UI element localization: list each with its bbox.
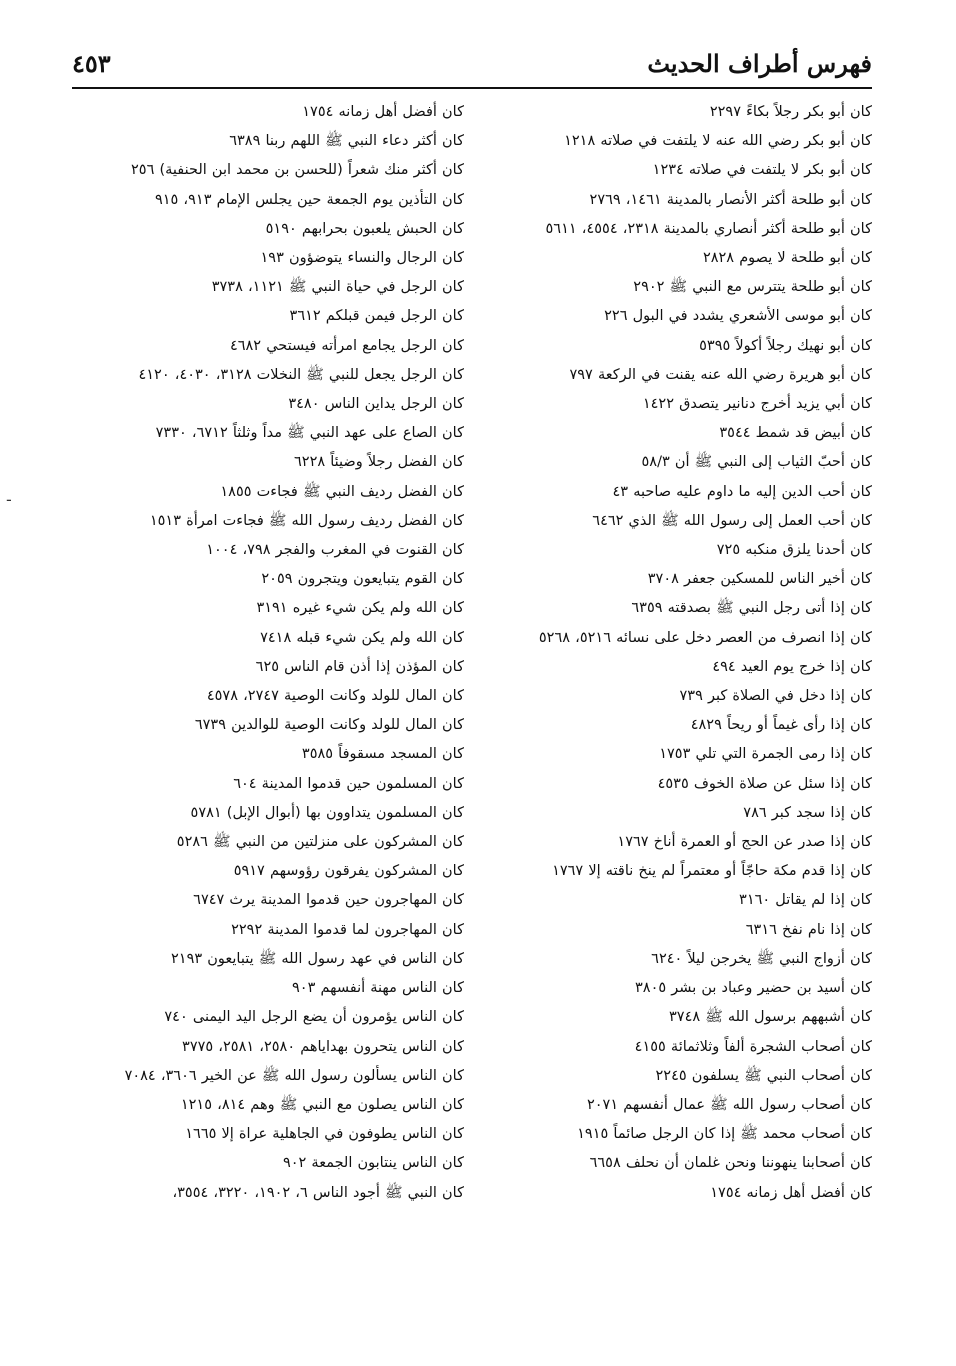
index-entry: كان القوم يتبايعون ويتجرون ٢٠٥٩ — [261, 571, 464, 588]
index-entry: كان أكثر منك شعراً (للحسن بن محمد ابن الحنفية) ٢٥٦ — [131, 162, 464, 179]
index-entry: كان الصاع على عهد النبي ﷺ مداً وثلثاً ٦٧١٢، ٧٣٣٠ — [155, 425, 464, 442]
index-entry: كان أبو هريرة رضي الله عنه يقنت في الركعة ٧٩٧ — [569, 366, 872, 383]
index-entry: كان الرجل يداين الناس ٣٤٨٠ — [288, 396, 464, 413]
index-entry: كان أبو طلحة أكثر الأنصار بالمدينة ١٤٦١، ٢٧٦٩ — [589, 191, 872, 208]
index-entry: كان أصحاب محمد ﷺ إذا كان الرجل صائماً ١٩١٥ — [577, 1126, 872, 1143]
index-entry: كان الله ولم يكن شيء قبله ٧٤١٨ — [260, 629, 464, 646]
index-entry: كان أبو بكر رضي الله عنه لا يلتفت في صلاته ١٢١٨ — [564, 133, 872, 150]
index-entry: كان المؤذن إذا أذن قام الناس ٦٢٥ — [255, 658, 464, 675]
index-entry: كان إذا دخل في الصلاة كبر ٧٣٩ — [679, 688, 872, 705]
index-entry: كان أكثر دعاء النبي ﷺ اللهم ربنا ٦٣٨٩ — [229, 133, 464, 150]
index-entry: كان إذا سئل عن صلاة الخوف ٤٥٣٥ — [657, 775, 872, 792]
running-title: فهرس أطراف الحديث — [647, 48, 872, 78]
index-entry: كان المسلمون يتداوون بها (أبوال الإبل) ٥٧٨١ — [190, 804, 464, 821]
index-entry: كان الفضل رديف رسول الله ﷺ فجاءت امرأة ١٥١٣ — [149, 512, 464, 529]
index-entry: كان إذا لم يقاتل ٣١٦٠ — [739, 892, 872, 909]
index-entry: كان الناس في عهد رسول الله ﷺ يتبايعون ٢١٩٣ — [171, 950, 464, 967]
index-entry: كان المال للولد وكانت الوصية للوالدين ٦٧٣٩ — [194, 717, 464, 734]
index-entry: كان إذا قدم مكة حاجّاً أو معتمراً لم ينخ ناقته إلا ١٧٦٧ — [552, 863, 872, 880]
index-entry: كان أصحاب الشجرة ألفاً وثلاثمائة ٤١٥٥ — [634, 1038, 872, 1055]
left-column — [72, 98, 464, 1328]
index-entry: كان إذا رمى الجمرة التي تلي ١٧٥٣ — [659, 746, 872, 763]
index-entry: كان إذا صدر عن الحج أو العمرة أناخ ١٧٦٧ — [617, 834, 872, 851]
index-entry: كان أحدنا يلزق منكبه ٧٢٥ — [716, 542, 872, 559]
index-entry: كان الرجل يجامع امرأته فيستحي ٤٦٨٢ — [229, 337, 464, 354]
index-entry: كان أخير الناس للمسكين جعفر ٣٧٠٨ — [647, 571, 872, 588]
index-entry: كان أبو بكر رجلاً بكاءً ٢٢٩٧ — [709, 104, 872, 120]
index-entry: كان أبيض قد شمط ٣٥٤٤ — [719, 425, 872, 442]
index-entry: كان الناس يؤمرون أن يضع الرجل اليد اليمنى ٧٤٠ — [164, 1009, 464, 1026]
right-column — [480, 98, 872, 1328]
index-columns — [72, 98, 872, 1328]
index-entry: كان المهاجرون حين قدموا المدينة يرث ٦٧٤٧ — [193, 892, 464, 909]
index-entry: كان أفضل أهل زمانه ١٧٥٤ — [302, 104, 464, 120]
index-entry: كان الرجل فيمن قبلكم ٣٦١٢ — [289, 308, 464, 325]
index-entry: كان أبو طلحة أكثر أنصاري بالمدينة ٢٣١٨، ٤٥٥٤، ٥٦١١ — [545, 220, 872, 237]
index-entry: كان أسيد بن حضير وعباد بن بشر ٣٨٠٥ — [635, 980, 872, 997]
index-entry: كان الناس يتحرون بهداياهم ٢٥٨٠، ٢٥٨١، ٣٧٧٥ — [182, 1038, 464, 1055]
index-entry: كان أبو طلحة لا يصوم ٢٨٢٨ — [702, 250, 872, 267]
index-entry: كان أصحاب النبي ﷺ يسلفون ٢٢٤٥ — [655, 1067, 872, 1084]
index-entry: كان الحبش يلعبون بحرابهم ٥١٩٠ — [265, 220, 464, 237]
index-entry: كان الناس يسألون رسول الله ﷺ عن الخير ٣٦٠٦، ٧٠٨٤ — [124, 1067, 464, 1084]
index-entry: كان إذا نام نفخ ٦٣١٦ — [745, 921, 872, 938]
index-entry: كان أحب الدين إليه ما داوم عليه صاحبه ٤٣ — [612, 483, 872, 500]
index-entry: كان المشركون على منزلتين من النبي ﷺ ٥٢٨٦ — [176, 834, 464, 851]
index-entry: كان إذا خرج يوم العيد ٤٩٤ — [712, 658, 872, 675]
index-entry: كان الفضل رديف النبي ﷺ فجاءت ١٨٥٥ — [220, 483, 464, 500]
index-entry: كان أفضل أهل زمانه ١٧٥٤ — [710, 1184, 872, 1201]
index-entry: كان الرجل يجعل للنبي ﷺ النخلات ٣١٢٨، ٤٠٣٠، ٤١٢٠ — [138, 366, 464, 383]
margin-mark: - — [6, 490, 12, 509]
index-entry: كان المال للولد وكانت الوصية ٢٧٤٧، ٤٥٧٨ — [206, 688, 464, 705]
index-entry: كان إذا أتى رجل النبي ﷺ بصدقته ٦٣٥٩ — [631, 600, 872, 617]
index-entry: كان الفضل رجلاً وضيئاً ٦٢٢٨ — [294, 454, 464, 471]
index-entry: كان أصحابنا ينهوننا ونحن غلمان أن نحلف ٦٦٥٨ — [589, 1155, 872, 1172]
index-entry: كان المهاجرون لما قدموا المدينة ٢٢٩٢ — [231, 921, 464, 938]
index-entry: كان القنوت في المغرب والفجر ٧٩٨، ١٠٠٤ — [206, 542, 464, 559]
index-entry: كان أبو طلحة يتترس مع النبي ﷺ ٢٩٠٢ — [633, 279, 872, 296]
index-entry: كان أزواج النبي ﷺ يخرجن ليلاً ٦٢٤٠ — [651, 950, 872, 967]
index-entry: كان الله ولم يكن شيء غيره ٣١٩١ — [256, 600, 464, 617]
index-entry: كان التأذين يوم الجمعة حين يجلس الإمام ٩١٣، ٩١٥ — [154, 191, 464, 208]
index-entry: كان المسلمون حين قدموا المدينة ٦٠٤ — [233, 775, 464, 792]
index-entry: كان الرجال والنساء يتوضؤون ١٩٣ — [260, 250, 464, 267]
index-entry: كان أشبههم برسول الله ﷺ ٣٧٤٨ — [669, 1009, 872, 1026]
index-entry: كان أبو بكر لا يلتفت في صلاته ١٢٣٤ — [652, 162, 872, 179]
index-entry: كان أبي يزيد أخرج دنانير يتصدق ١٤٢٢ — [642, 396, 872, 413]
index-entry: كان إذا انصرف من العصر دخل على نسائه ٥٢١٦، ٥٢٦٨ — [538, 629, 872, 646]
page-header — [72, 40, 872, 86]
index-entry: كان الناس يصلون مع النبي ﷺ وهم ٨١٤، ١٢١٥ — [180, 1096, 464, 1113]
index-entry: كان أحب العمل إلى رسول الله ﷺ الذي ٦٤٦٢ — [592, 512, 872, 529]
index-entry: كان الناس يطوفون في الجاهلية عراة إلا ١٦٦٥ — [185, 1126, 464, 1143]
index-entry: كان أحبّ الثياب إلى النبي ﷺ أن ٥٨/٣ — [641, 454, 872, 471]
index-entry: كان المسجد مسقوفاً ٣٥٨٥ — [301, 746, 464, 763]
index-entry: كان الناس ينتابون الجمعة ٩٠٢ — [282, 1155, 464, 1172]
index-entry: كان الرجل في حياة النبي ﷺ ١١٢١، ٣٧٣٨ — [211, 279, 464, 296]
index-entry: كان الناس مهنة أنفسهم ٩٠٣ — [292, 980, 464, 997]
index-entry: كان أبو نهيك رجلاً أكولاً ٥٣٩٥ — [699, 337, 872, 354]
index-entry: كان أبو موسى الأشعري يشدد في البول ٢٢٦ — [604, 308, 872, 325]
index-entry: كان إذا سجد كبر ٧٨٦ — [743, 804, 872, 821]
page-number: ٤٥٣ — [72, 48, 111, 78]
header-rule — [72, 87, 872, 89]
index-entry: كان إذا رأى غيماً أو ريحاً ٤٨٢٩ — [690, 717, 872, 734]
index-entry: كان النبي ﷺ أجود الناس ٦، ١٩٠٢، ٣٢٢٠، ٣٥٥٤، — [172, 1184, 464, 1201]
index-entry: كان أصحاب رسول الله ﷺ عمال أنفسهم ٢٠٧١ — [586, 1096, 872, 1113]
index-entry: كان المشركون يفرقون رؤوسهم ٥٩١٧ — [233, 863, 464, 880]
